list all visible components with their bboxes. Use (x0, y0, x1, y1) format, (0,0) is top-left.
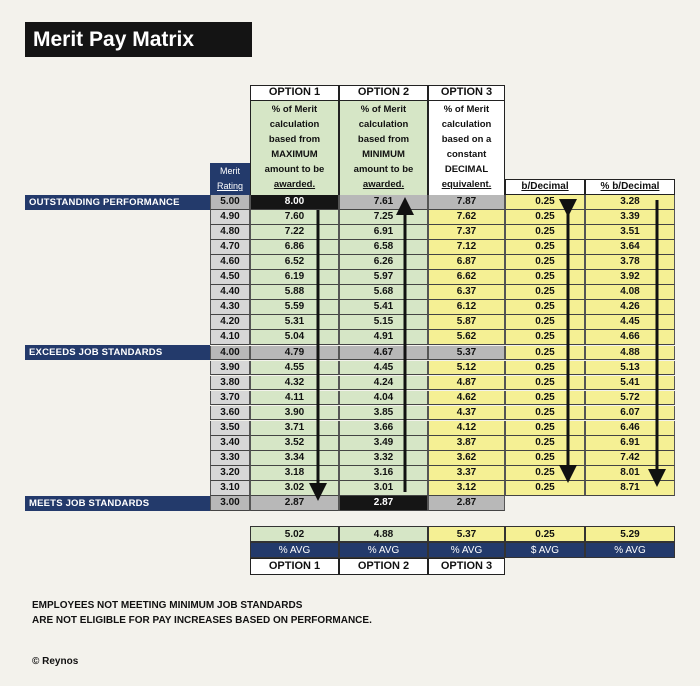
cell-b-decimal: 0.25 (505, 315, 585, 330)
cell-option1: 8.00 (250, 195, 339, 210)
cell-option3: 3.62 (428, 451, 505, 466)
cell-option1: 3.34 (250, 451, 339, 466)
cell-b-decimal: 0.25 (505, 346, 585, 361)
band-outstanding: OUTSTANDING PERFORMANCE (25, 195, 210, 210)
cell-merit-rating: 4.50 (210, 270, 250, 285)
pct-b-decimal-header: % b/Decimal (585, 179, 675, 195)
cell-option1: 6.19 (250, 270, 339, 285)
cell-b-decimal: 0.25 (505, 406, 585, 421)
cell-merit-rating: 3.40 (210, 436, 250, 451)
avg-value-option3: 5.37 (428, 526, 505, 542)
cell-merit-rating: 4.90 (210, 210, 250, 225)
cell-option2: 3.85 (339, 406, 428, 421)
cell-pct-b-decimal: 8.01 (585, 466, 675, 481)
eligibility-note: EMPLOYEES NOT MEETING MINIMUM JOB STANDARDS ARE NOT ELIGIBLE FOR PAY INCREASES BASED ON PERFORMANCE. (32, 600, 372, 626)
cell-option2: 5.41 (339, 300, 428, 315)
cell-option2: 3.66 (339, 421, 428, 436)
avg-value-option2: 4.88 (339, 526, 428, 542)
cell-option3: 7.37 (428, 225, 505, 240)
cell-b-decimal: 0.25 (505, 466, 585, 481)
footer-option1: OPTION 1 (250, 558, 339, 575)
cell-option1: 5.31 (250, 315, 339, 330)
cell-option1: 4.32 (250, 376, 339, 391)
cell-option1: 3.52 (250, 436, 339, 451)
option2-header: OPTION 2 (339, 85, 428, 101)
b-decimal-header: b/Decimal (505, 179, 585, 195)
cell-b-decimal: 0.25 (505, 210, 585, 225)
cell-pct-b-decimal: 3.51 (585, 225, 675, 240)
cell-option1: 3.90 (250, 406, 339, 421)
cell-option1: 6.86 (250, 240, 339, 255)
cell-pct-b-decimal: 3.39 (585, 210, 675, 225)
cell-merit-rating: 3.50 (210, 421, 250, 436)
cell-merit-rating: 4.00 (210, 346, 250, 361)
cell-pct-b-decimal: 6.07 (585, 406, 675, 421)
cell-option2: 5.68 (339, 285, 428, 300)
avg-label-option3: % AVG (428, 542, 505, 558)
cell-merit-rating: 3.70 (210, 391, 250, 406)
cell-option3: 5.37 (428, 346, 505, 361)
cell-b-decimal: 0.25 (505, 481, 585, 496)
cell-option3: 7.87 (428, 195, 505, 210)
copyright: © Reynos (32, 656, 79, 667)
cell-pct-b-decimal: 4.26 (585, 300, 675, 315)
cell-option3: 3.37 (428, 466, 505, 481)
cell-merit-rating: 3.80 (210, 376, 250, 391)
cell-option2: 7.25 (339, 210, 428, 225)
cell-option2: 5.15 (339, 315, 428, 330)
cell-pct-b-decimal: 4.88 (585, 346, 675, 361)
option3-description: % of Merit calculation based on a constant DECIMAL equivalent. (428, 101, 505, 195)
page-title: Merit Pay Matrix (25, 22, 252, 57)
cell-merit-rating: 4.10 (210, 330, 250, 345)
cell-option1: 2.87 (250, 496, 339, 511)
cell-option1: 5.59 (250, 300, 339, 315)
cell-option3: 6.37 (428, 285, 505, 300)
cell-option1: 7.60 (250, 210, 339, 225)
cell-merit-rating: 4.20 (210, 315, 250, 330)
cell-option3: 6.12 (428, 300, 505, 315)
cell-option1: 4.55 (250, 361, 339, 376)
cell-b-decimal: 0.25 (505, 361, 585, 376)
cell-b-decimal: 0.25 (505, 255, 585, 270)
cell-pct-b-decimal: 5.13 (585, 361, 675, 376)
cell-option3: 5.87 (428, 315, 505, 330)
cell-pct-b-decimal: 3.78 (585, 255, 675, 270)
cell-option2: 6.91 (339, 225, 428, 240)
merit-rating-header: Merit Rating (210, 163, 250, 195)
cell-pct-b-decimal: 6.46 (585, 421, 675, 436)
cell-merit-rating: 3.20 (210, 466, 250, 481)
cell-pct-b-decimal: 7.42 (585, 451, 675, 466)
cell-option1: 3.02 (250, 481, 339, 496)
cell-option2: 4.67 (339, 346, 428, 361)
avg-label-option2: % AVG (339, 542, 428, 558)
cell-b-decimal: 0.25 (505, 436, 585, 451)
cell-pct-b-decimal: 3.28 (585, 195, 675, 210)
cell-merit-rating: 3.00 (210, 496, 250, 511)
cell-option3: 6.87 (428, 255, 505, 270)
cell-option2: 4.45 (339, 361, 428, 376)
cell-b-decimal: 0.25 (505, 421, 585, 436)
option1-description: % of Merit calculation based from MAXIMUM amount to be awarded. (250, 101, 339, 195)
option1-header: OPTION 1 (250, 85, 339, 101)
cell-merit-rating: 4.70 (210, 240, 250, 255)
cell-option2: 4.04 (339, 391, 428, 406)
cell-option3: 4.12 (428, 421, 505, 436)
cell-pct-b-decimal: 3.92 (585, 270, 675, 285)
cell-pct-b-decimal: 4.66 (585, 330, 675, 345)
cell-option2: 3.16 (339, 466, 428, 481)
cell-option2: 3.32 (339, 451, 428, 466)
cell-merit-rating: 4.80 (210, 225, 250, 240)
cell-option3: 7.12 (428, 240, 505, 255)
cell-option3: 3.87 (428, 436, 505, 451)
cell-merit-rating: 3.90 (210, 361, 250, 376)
cell-pct-b-decimal: 4.45 (585, 315, 675, 330)
cell-b-decimal: 0.25 (505, 240, 585, 255)
cell-option1: 5.04 (250, 330, 339, 345)
avg-value-b-decimal: 0.25 (505, 526, 585, 542)
cell-option2: 2.87 (339, 496, 428, 511)
cell-pct-b-decimal: 6.91 (585, 436, 675, 451)
avg-label-pct-b-decimal: % AVG (585, 542, 675, 558)
cell-option3: 6.62 (428, 270, 505, 285)
cell-option1: 7.22 (250, 225, 339, 240)
cell-b-decimal: 0.25 (505, 225, 585, 240)
cell-option1: 4.11 (250, 391, 339, 406)
cell-option1: 3.71 (250, 421, 339, 436)
cell-option3: 3.12 (428, 481, 505, 496)
footer-option3: OPTION 3 (428, 558, 505, 575)
cell-merit-rating: 4.40 (210, 285, 250, 300)
cell-pct-b-decimal: 8.71 (585, 481, 675, 496)
cell-option3: 2.87 (428, 496, 505, 511)
cell-b-decimal: 0.25 (505, 195, 585, 210)
avg-label-b-decimal: $ AVG (505, 542, 585, 558)
footer-option2: OPTION 2 (339, 558, 428, 575)
cell-option2: 6.58 (339, 240, 428, 255)
cell-b-decimal: 0.25 (505, 300, 585, 315)
cell-b-decimal: 0.25 (505, 285, 585, 300)
cell-option2: 4.91 (339, 330, 428, 345)
band-exceeds: EXCEEDS JOB STANDARDS (25, 345, 210, 360)
avg-value-pct-b-decimal: 5.29 (585, 526, 675, 542)
cell-option3: 7.62 (428, 210, 505, 225)
cell-pct-b-decimal: 4.08 (585, 285, 675, 300)
cell-b-decimal: 0.25 (505, 270, 585, 285)
cell-option1: 6.52 (250, 255, 339, 270)
cell-option3: 4.37 (428, 406, 505, 421)
band-meets: MEETS JOB STANDARDS (25, 496, 210, 511)
cell-option2: 4.24 (339, 376, 428, 391)
cell-b-decimal: 0.25 (505, 451, 585, 466)
cell-b-decimal: 0.25 (505, 376, 585, 391)
cell-option2: 5.97 (339, 270, 428, 285)
cell-merit-rating: 3.10 (210, 481, 250, 496)
cell-b-decimal: 0.25 (505, 391, 585, 406)
option2-description: % of Merit calculation based from MINIMUM amount to be awarded. (339, 101, 428, 195)
cell-option3: 4.62 (428, 391, 505, 406)
cell-option2: 6.26 (339, 255, 428, 270)
cell-merit-rating: 4.60 (210, 255, 250, 270)
cell-option1: 5.88 (250, 285, 339, 300)
cell-b-decimal: 0.25 (505, 330, 585, 345)
cell-merit-rating: 3.30 (210, 451, 250, 466)
cell-merit-rating: 5.00 (210, 195, 250, 210)
cell-merit-rating: 4.30 (210, 300, 250, 315)
cell-pct-b-decimal: 3.64 (585, 240, 675, 255)
cell-option3: 5.12 (428, 361, 505, 376)
option3-header: OPTION 3 (428, 85, 505, 101)
cell-pct-b-decimal: 5.41 (585, 376, 675, 391)
avg-value-option1: 5.02 (250, 526, 339, 542)
cell-option3: 4.87 (428, 376, 505, 391)
avg-label-option1: % AVG (250, 542, 339, 558)
cell-merit-rating: 3.60 (210, 406, 250, 421)
cell-option2: 3.01 (339, 481, 428, 496)
cell-option1: 3.18 (250, 466, 339, 481)
cell-option2: 3.49 (339, 436, 428, 451)
cell-pct-b-decimal: 5.72 (585, 391, 675, 406)
cell-option1: 4.79 (250, 346, 339, 361)
cell-option3: 5.62 (428, 330, 505, 345)
cell-option2: 7.61 (339, 195, 428, 210)
